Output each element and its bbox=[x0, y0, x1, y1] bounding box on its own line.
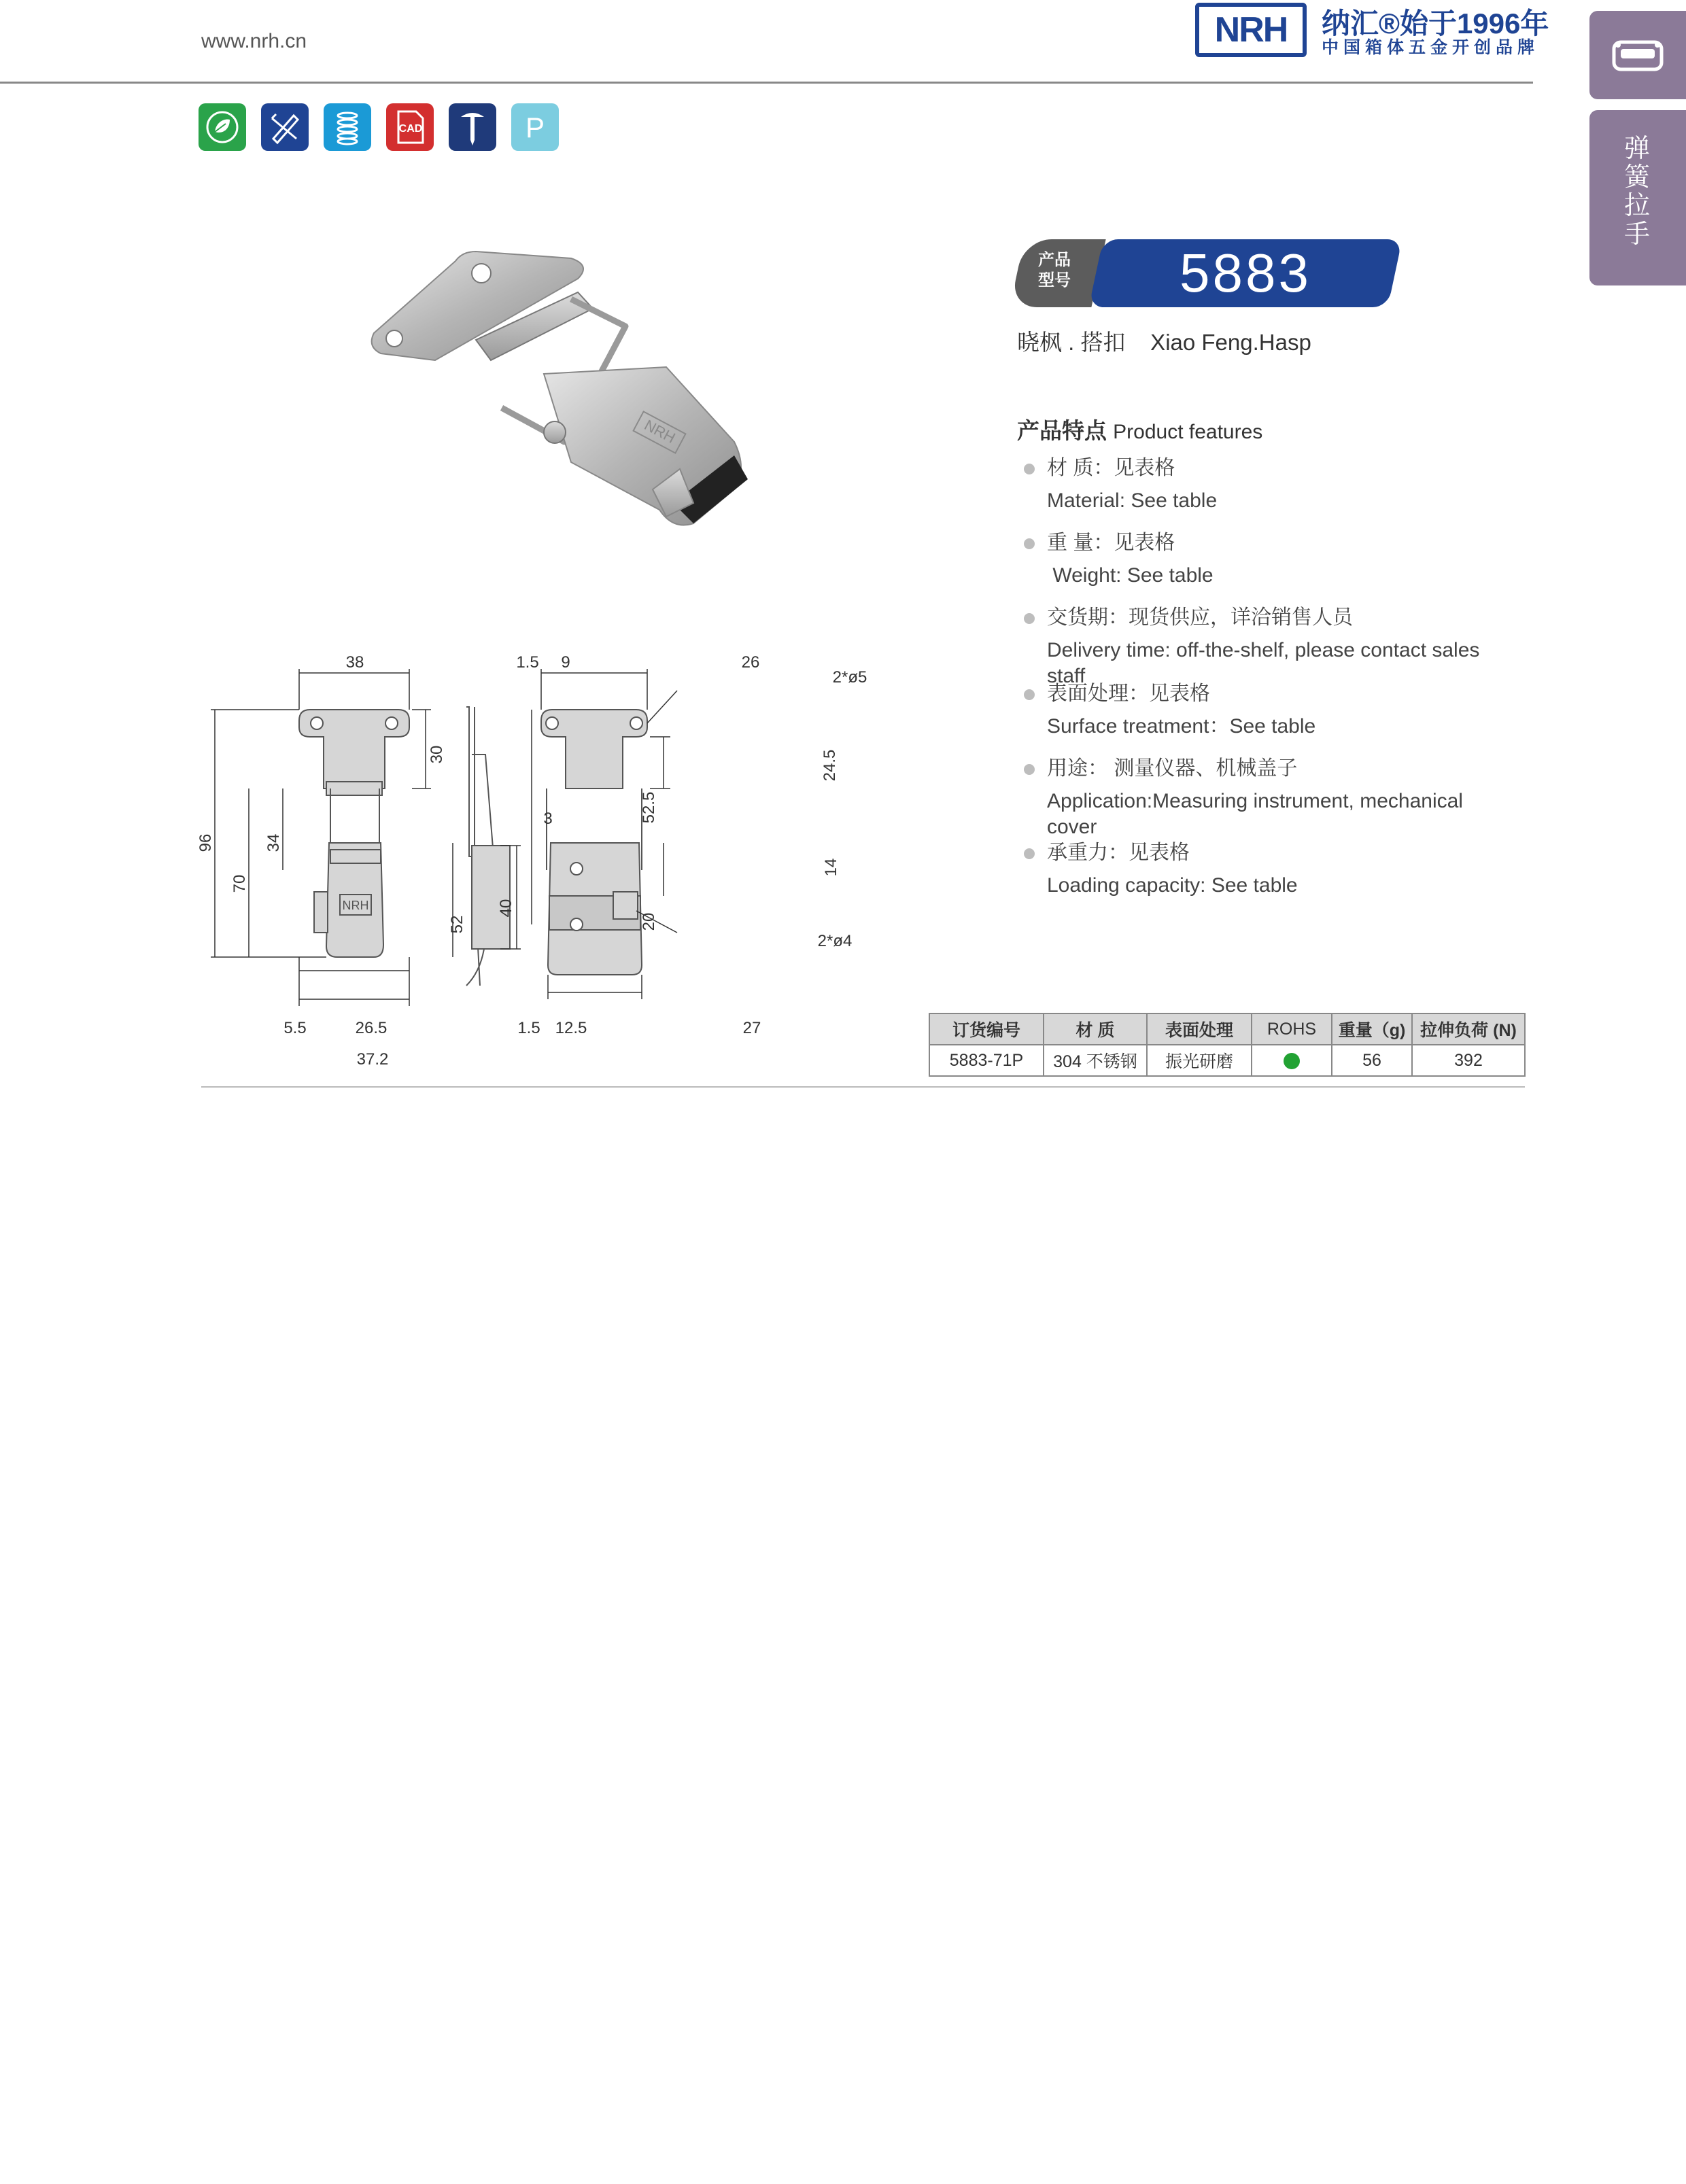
design-icon bbox=[261, 103, 309, 151]
product-render bbox=[354, 238, 870, 591]
render-logo: NRH bbox=[641, 416, 678, 447]
cell-weight: 56 bbox=[1332, 1045, 1412, 1076]
dim-back-27: 27 bbox=[742, 1019, 761, 1037]
dim-back-525: 52.5 bbox=[640, 791, 658, 824]
col-header-rohs: ROHS bbox=[1252, 1013, 1332, 1045]
dim-back-holes: 2*ø5 bbox=[832, 668, 867, 687]
technical-drawing bbox=[196, 653, 915, 1088]
bullet-icon bbox=[1024, 764, 1035, 775]
website-url[interactable]: www.nrh.cn bbox=[201, 30, 307, 52]
feature-cn: 交货期：现货供应，详洽销售人员 bbox=[1047, 606, 1353, 629]
col-header-material: 材 质 bbox=[1044, 1013, 1147, 1045]
cell-rohs bbox=[1252, 1045, 1332, 1076]
footer-divider bbox=[201, 1086, 1525, 1088]
brand-slogan: 纳汇®始于1996年 bbox=[1322, 7, 1549, 39]
feature-en: Material: See table bbox=[1047, 489, 1218, 512]
feature-cn: 材 质：见表格 bbox=[1047, 457, 1175, 479]
header-divider bbox=[0, 82, 1533, 84]
features-title-en: Product features bbox=[1113, 421, 1263, 443]
feature-cn: 重 量：见表格 bbox=[1047, 532, 1175, 554]
feature-application bbox=[1047, 756, 1523, 840]
dim-front-372: 37.2 bbox=[356, 1050, 389, 1069]
dim-back-245: 24.5 bbox=[821, 749, 839, 782]
feature-en: Application:Measuring instrument, mechanical cover bbox=[1047, 790, 1463, 838]
model-tag-label: 产品型号 bbox=[1038, 251, 1071, 290]
table-row bbox=[929, 1045, 1525, 1076]
spring-icon bbox=[324, 103, 371, 151]
side-tab-icon[interactable] bbox=[1589, 11, 1686, 99]
dim-side-15-bottom: 1.5 bbox=[517, 1019, 540, 1037]
feature-en: Weight: See table bbox=[1047, 564, 1214, 587]
rohs-check-icon bbox=[1284, 1053, 1300, 1069]
bullet-icon bbox=[1024, 848, 1035, 859]
product-name: 晓枫 . 搭扣 Xiao Feng.Hasp bbox=[1017, 330, 1311, 355]
nrh-logo: NRH bbox=[1195, 3, 1307, 57]
dim-back-20: 20 bbox=[640, 912, 658, 931]
dim-front-height-70: 70 bbox=[230, 874, 249, 893]
category-label: 弹簧拉手 bbox=[1623, 135, 1650, 249]
col-header-code: 订货编号 bbox=[929, 1013, 1044, 1045]
feature-material bbox=[1047, 455, 1523, 514]
feature-en: Delivery time: off-the-shelf, please contact sales staff bbox=[1047, 639, 1480, 687]
bullet-icon bbox=[1024, 538, 1035, 549]
cell-finish: 振光研磨 bbox=[1147, 1045, 1252, 1076]
bullet-icon bbox=[1024, 613, 1035, 624]
bullet-icon bbox=[1024, 464, 1035, 474]
col-header-load: 拉伸负荷 (N) bbox=[1412, 1013, 1525, 1045]
dim-front-55: 5.5 bbox=[283, 1019, 307, 1037]
drawing-logo: NRH bbox=[342, 899, 369, 912]
cell-material: 304 不锈钢 bbox=[1044, 1045, 1147, 1076]
dim-front-height-total: 96 bbox=[196, 833, 215, 852]
brand-subtitle: 中国箱体五金开创品牌 bbox=[1322, 38, 1540, 57]
cell-load: 392 bbox=[1412, 1045, 1525, 1076]
model-number: 5883 bbox=[1180, 243, 1311, 303]
dim-back-14: 14 bbox=[822, 858, 840, 877]
feature-cn: 承重力：见表格 bbox=[1047, 842, 1190, 864]
p-label: P bbox=[525, 111, 545, 143]
dim-side-40: 40 bbox=[497, 899, 515, 918]
feature-delivery bbox=[1047, 605, 1523, 689]
bullet-icon bbox=[1024, 689, 1035, 700]
dim-front-height-52: 52 bbox=[448, 915, 466, 934]
dim-side-125: 12.5 bbox=[555, 1019, 587, 1037]
dim-side-3: 3 bbox=[543, 810, 553, 828]
dim-side-15-top: 1.5 bbox=[516, 653, 539, 672]
feature-en: Surface treatment：See table bbox=[1047, 715, 1316, 738]
features-title-cn: 产品特点 bbox=[1017, 418, 1107, 443]
dim-side-9: 9 bbox=[561, 653, 570, 672]
cell-code: 5883-71P bbox=[929, 1045, 1044, 1076]
dim-front-265: 26.5 bbox=[355, 1019, 388, 1037]
feature-cn: 表面处理：见表格 bbox=[1047, 682, 1210, 705]
feature-cn: 用途： 测量仪器、机械盖子 bbox=[1047, 757, 1298, 780]
spring-handle-icon bbox=[1589, 11, 1686, 99]
table-header-row bbox=[929, 1013, 1525, 1045]
dim-front-width-top: 38 bbox=[345, 653, 364, 672]
screw-icon bbox=[449, 103, 496, 151]
col-header-weight: 重量（g) bbox=[1332, 1013, 1412, 1045]
p-icon bbox=[511, 103, 559, 151]
cad-icon bbox=[386, 103, 434, 151]
dim-front-height-34: 34 bbox=[264, 833, 283, 852]
col-header-finish: 表面处理 bbox=[1147, 1013, 1252, 1045]
dim-back-26: 26 bbox=[741, 653, 760, 672]
dim-back-holes2: 2*ø4 bbox=[817, 932, 853, 950]
feature-surface bbox=[1047, 681, 1523, 740]
spec-table bbox=[929, 1013, 1526, 1077]
cad-label: CAD bbox=[398, 123, 423, 135]
feature-en: Loading capacity: See table bbox=[1047, 874, 1298, 897]
eco-icon bbox=[199, 103, 246, 151]
features-title bbox=[1017, 413, 1262, 445]
feature-loading bbox=[1047, 840, 1523, 899]
dim-front-height-top: 30 bbox=[428, 745, 446, 764]
feature-weight bbox=[1047, 530, 1523, 589]
